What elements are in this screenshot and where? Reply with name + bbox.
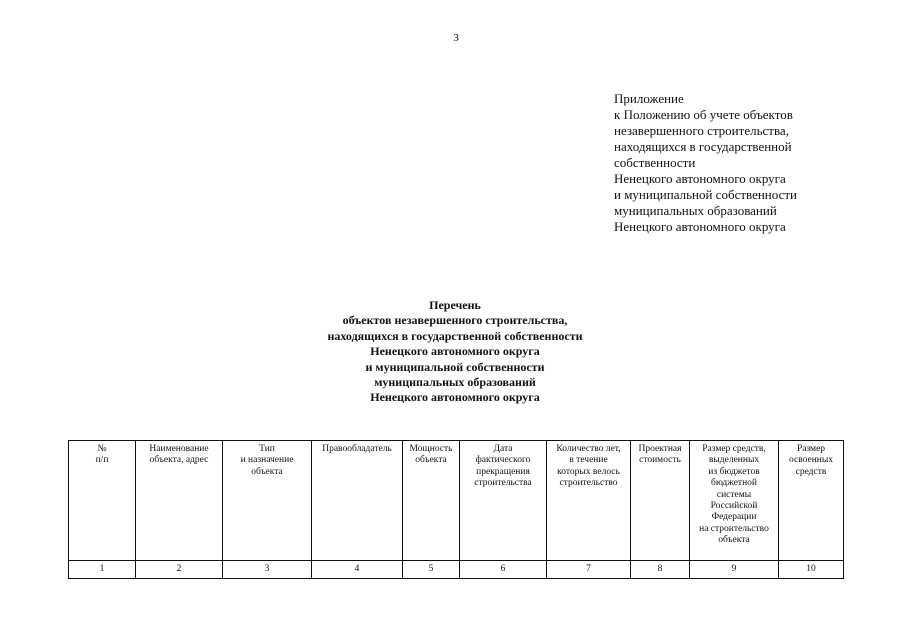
appendix-line: незавершенного строительства, xyxy=(614,123,789,138)
column-header xyxy=(312,441,403,561)
appendix-line: Ненецкого автономного округа xyxy=(614,171,786,186)
title-line: муниципальных образований xyxy=(374,375,536,390)
column-header-text: Правообладатель xyxy=(322,444,392,454)
column-header-text: Размер средств, выделенных из бюджетов бюджетной системы Российской Федерации на строительство объекта xyxy=(699,444,769,546)
column-number: 9 xyxy=(690,561,779,579)
title-line: и муниципальной собственности xyxy=(365,359,545,374)
objects-table xyxy=(68,440,844,579)
column-header-text: Проектная стоимость xyxy=(638,444,682,466)
column-header-text: Тип и назначение объекта xyxy=(240,444,294,477)
column-number: 1 xyxy=(69,561,136,579)
column-header-text: Мощность объекта xyxy=(409,444,453,466)
column-header xyxy=(547,441,631,561)
document-title xyxy=(230,298,680,406)
column-number: 10 xyxy=(779,561,844,579)
column-number: 2 xyxy=(136,561,223,579)
column-number: 3 xyxy=(223,561,312,579)
column-header-text: Размер освоенных средств xyxy=(788,444,833,477)
column-header-text: Количество лет, в течение которых велось строительство xyxy=(556,444,621,489)
appendix-note xyxy=(614,91,854,235)
table-header-row xyxy=(69,441,844,561)
appendix-line: собственности xyxy=(614,155,696,170)
column-header xyxy=(403,441,460,561)
column-header xyxy=(631,441,690,561)
column-number: 4 xyxy=(312,561,403,579)
title-line: находящихся в государственной собственности xyxy=(327,328,583,343)
column-header xyxy=(690,441,779,561)
column-header-text: Наименование объекта, адрес xyxy=(149,444,209,466)
column-number: 7 xyxy=(547,561,631,579)
column-header xyxy=(69,441,136,561)
column-number: 8 xyxy=(631,561,690,579)
appendix-line: Ненецкого автономного округа xyxy=(614,219,786,234)
column-number: 6 xyxy=(460,561,547,579)
appendix-line: Приложение xyxy=(614,91,684,106)
column-header xyxy=(223,441,312,561)
appendix-line: находящихся в государственной xyxy=(614,139,792,154)
title-line: Ненецкого автономного округа xyxy=(370,344,540,359)
appendix-line: и муниципальной собственности xyxy=(614,187,797,202)
appendix-line: к Положению об учете объектов xyxy=(614,107,793,122)
title-line: объектов незавершенного строительства, xyxy=(342,313,568,328)
title-line: Ненецкого автономного округа xyxy=(370,390,540,405)
column-header xyxy=(460,441,547,561)
appendix-line: муниципальных образований xyxy=(614,203,777,218)
column-header xyxy=(136,441,223,561)
column-header xyxy=(779,441,844,561)
column-header-text: Дата фактического прекращения строительства xyxy=(474,444,532,489)
column-number: 5 xyxy=(403,561,460,579)
page-number: 3 xyxy=(453,32,459,44)
title-line: Перечень xyxy=(429,298,481,312)
column-number-row xyxy=(69,561,844,579)
column-header-text: № п/п xyxy=(95,444,109,466)
